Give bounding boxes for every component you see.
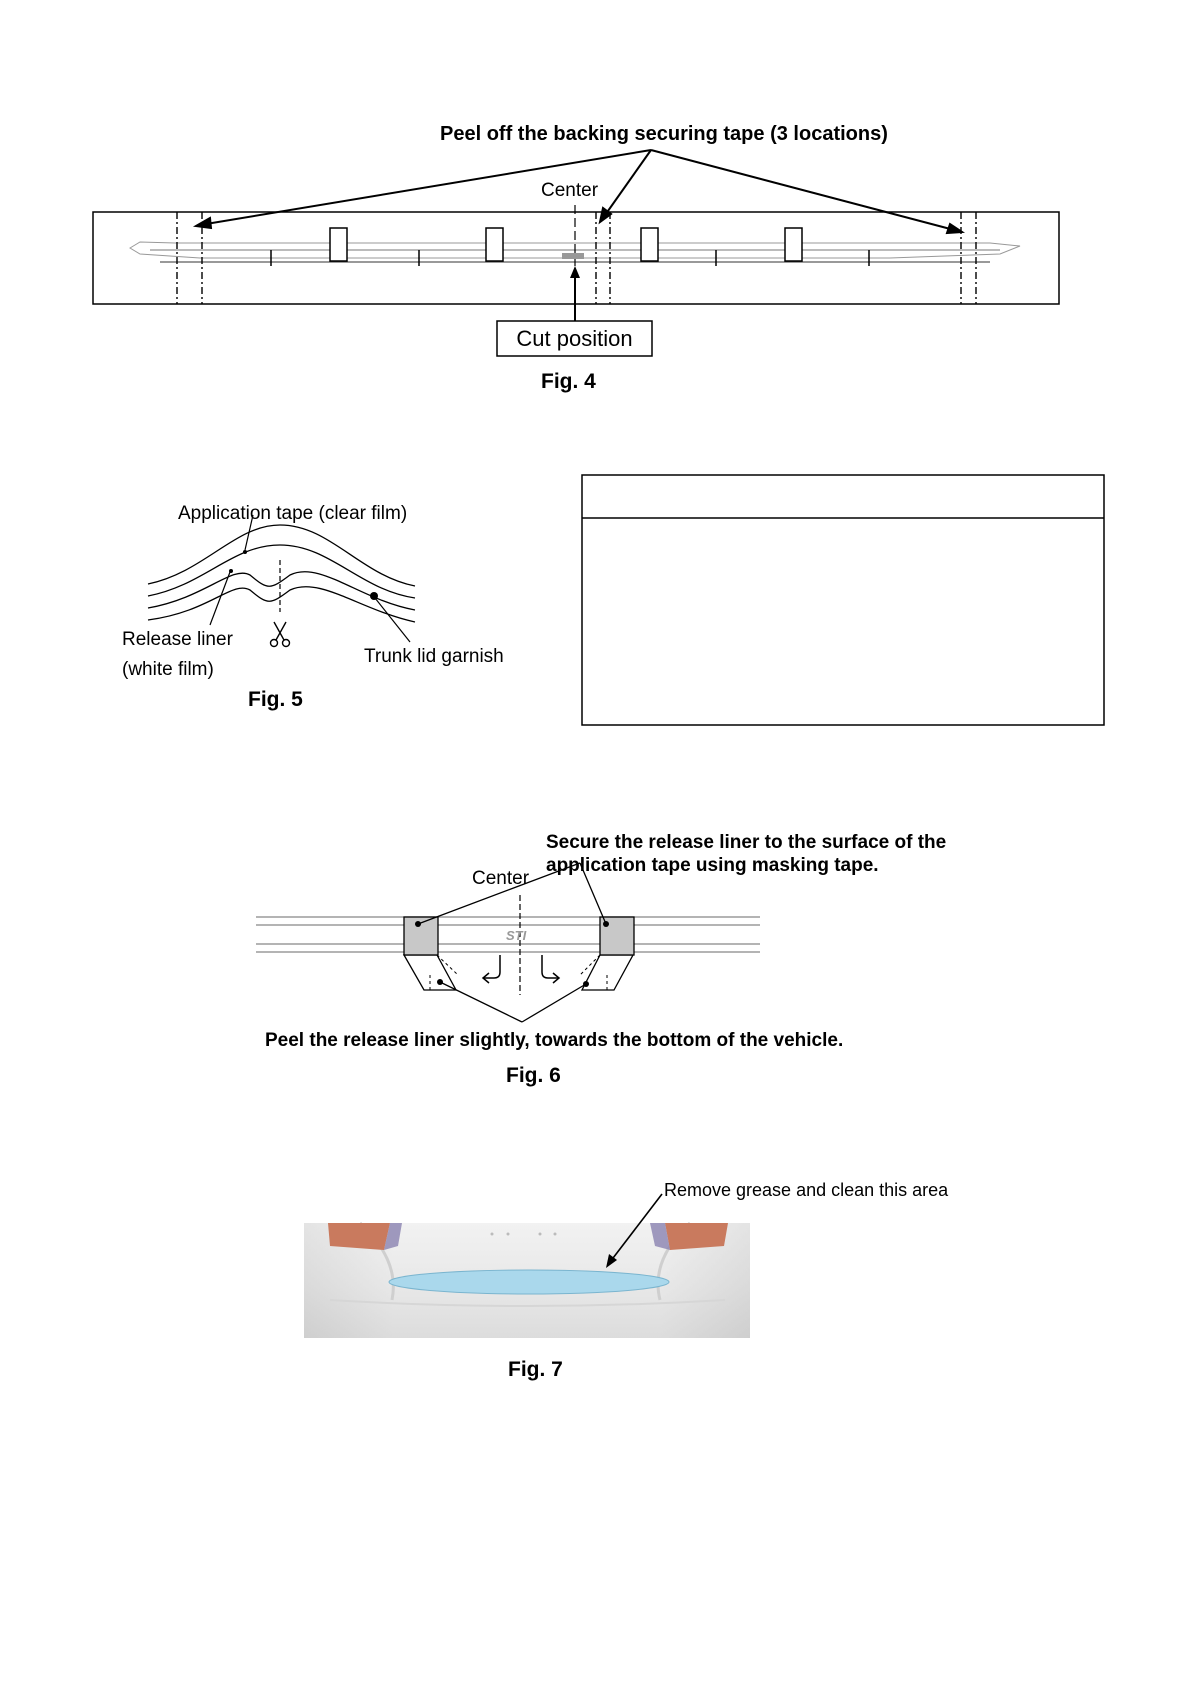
fig6-secure-line2: application tape using masking tape. <box>546 855 879 876</box>
fig7-caption: Fig. 7 <box>508 1358 563 1381</box>
fig7-callout: Remove grease and clean this area <box>664 1180 949 1200</box>
fig4-caption: Fig. 4 <box>541 370 596 393</box>
fig4-callout: Peel off the backing securing tape (3 locations) <box>440 123 888 145</box>
white-film-label: (white film) <box>122 659 214 680</box>
fig6-caption: Fig. 6 <box>506 1064 561 1087</box>
fig4-center-label: Center <box>541 180 599 201</box>
clean-area-highlight <box>389 1270 669 1294</box>
fig6-center-label: Center <box>472 868 530 889</box>
fig6-peel-note: Peel the release liner slightly, towards the bottom of the vehicle. <box>265 1030 844 1051</box>
svg-text:STI: STI <box>506 928 527 943</box>
release-liner-label: Release liner <box>122 629 233 650</box>
trunk-lid-garnish-label: Trunk lid garnish <box>364 646 504 667</box>
cut-position-label: Cut position <box>516 326 633 351</box>
application-tape-label: Application tape (clear film) <box>178 503 408 524</box>
fig6-secure-line1: Secure the release liner to the surface of the <box>546 832 947 853</box>
fig5-caption: Fig. 5 <box>248 688 303 711</box>
